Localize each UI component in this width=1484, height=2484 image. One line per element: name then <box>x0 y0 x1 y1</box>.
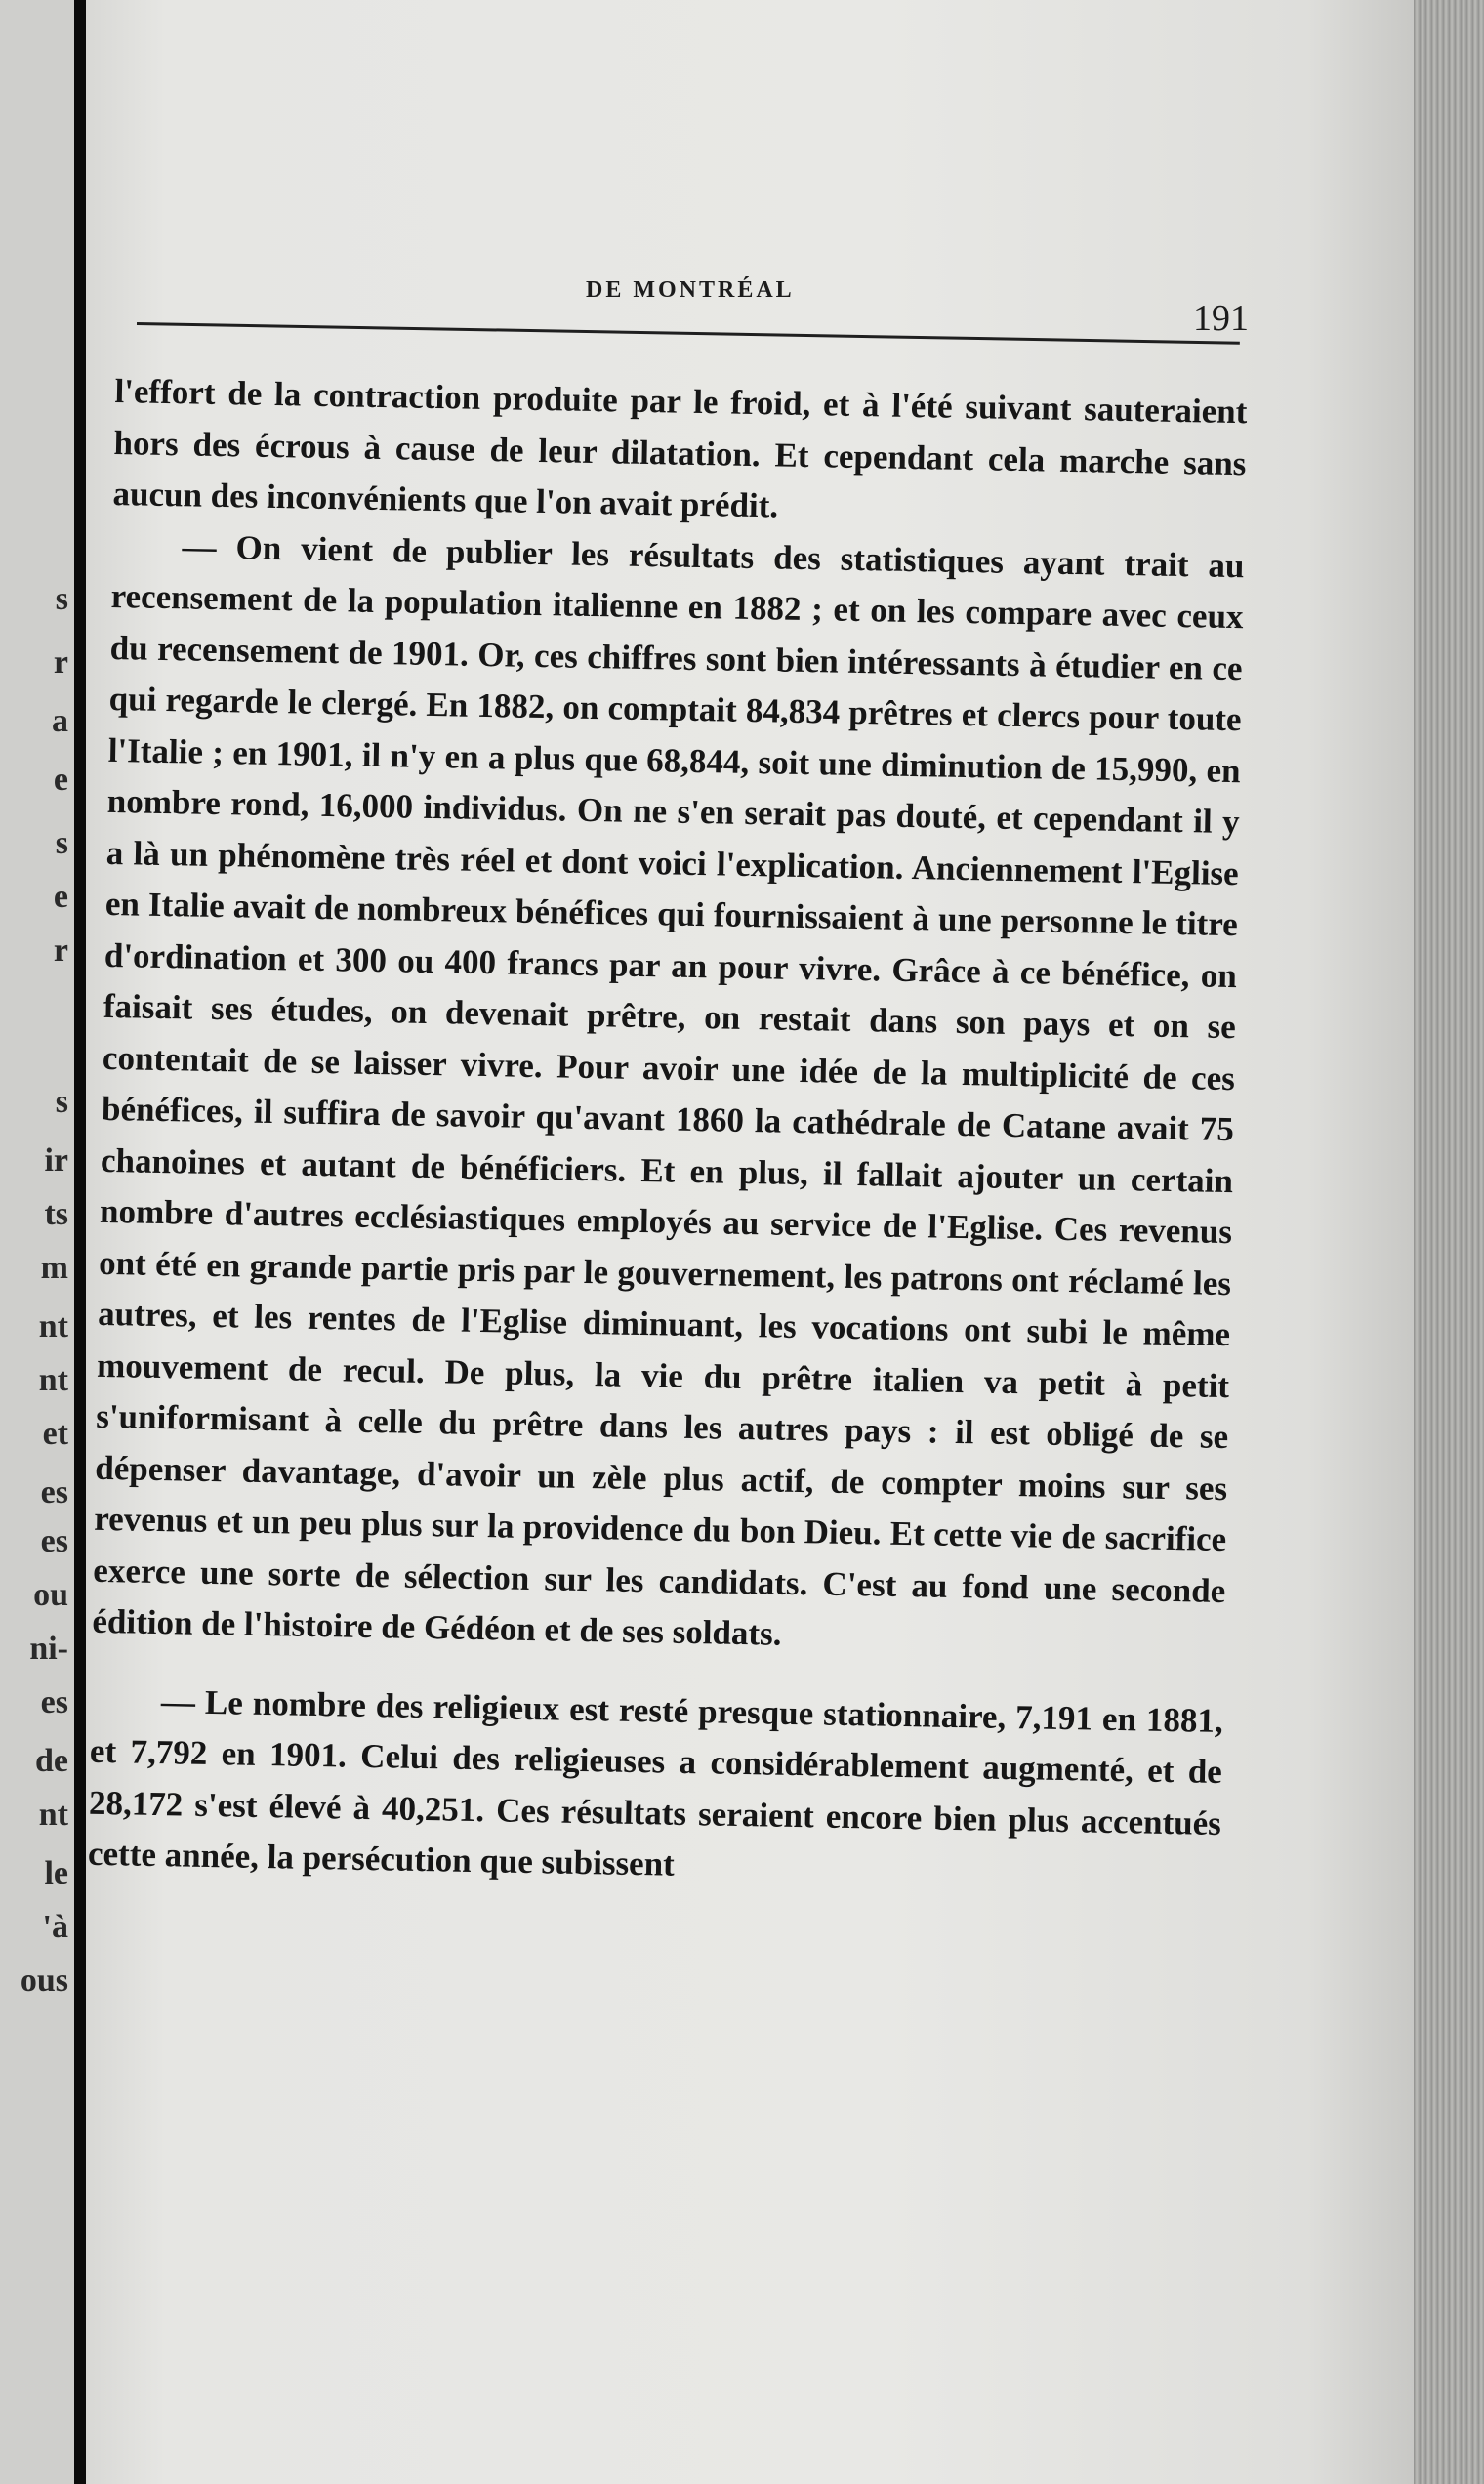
margin-fragment: e <box>53 879 68 915</box>
margin-fragment: ts <box>44 1196 68 1232</box>
margin-fragment: et <box>42 1416 68 1452</box>
margin-fragment: s <box>55 1084 68 1120</box>
paragraph-continuation: l'effort de la contraction produite par le froid, et à l'été suivant sauteraient hors des écrous à cause de leur dilatation. Et cependant cela marche sans aucun des inconvénients que l'on avait prédit. <box>112 371 1248 525</box>
margin-fragment: ni- <box>29 1631 68 1667</box>
paragraph-clergy-statistics: — On vient de publier les résultats des statistiques ayant trait au recensement de la population italienne en 1882 ; et on les compare avec ceux du recensement de 1901. Or, ces chiffres sont bien intéressants à étudier en ce qui regarde le clergé. En 1882, on comptait 84,834 prêtres et clercs pour toute l'Italie ; en 1901, il n'y en a plus que 68,844, soit une diminution de 15,990, en nombre rond, 16,000 individus. On ne s'en serait pas douté, et cependant il y a là un phénomène très réel et dont voici l'explication. Anciennement l'Eglise en Italie avait de nombreux bénéfices qui fournissaient à une personne le titre d'ordination et 300 ou 400 francs par an pour vivre. Grâce à ce bénéfice, on faisait ses études, on devenait prêtre, on restait dans son pays et on se contentait de se laisser vivre. Pour avoir une idée de la multiplicité de ces bénéfices, il suffira de savoir qu'avant 1860 la cathédrale de Catane avait 75 chanoines et autant de bénéficiers. Et en plus, il fallait ajouter un certain nombre d'autres ecclésiastiques employés au service de l'Eglise. Ces revenus ont été en grande partie pris par le gouvernement, les patrons ont réclamé les autres, et les rentes de l'Eglise diminuant, les vocations ont subi le même mouvement de recul. De plus, la vie du prêtre italien va petit à petit s'uniformisant à celle du prêtre dans les autres pays : il est obligé de se dépenser davantage, d'avoir un zèle plus actif, de compter moins sur ses revenus et un peu plus sur la providence du bon Dieu. Et cette vie de sacrifice exerce une sorte de sélection sur les candidats. C'est au fond une seconde édition de l'histoire de Gédéon et de ses soldats. <box>92 526 1245 1653</box>
margin-fragment: r <box>53 932 68 969</box>
running-head: DE MONTRÉAL <box>586 277 795 303</box>
margin-fragment: s <box>55 825 68 861</box>
margin-fragment: es <box>40 1684 68 1720</box>
margin-fragment: ou <box>33 1577 68 1613</box>
margin-fragment: m <box>40 1250 68 1286</box>
paragraph-religious-orders: — Le nombre des religieux est resté presque stationnaire, 7,191 en 1881, et 7,792 en 1901. Celui des religieuses a considérablement augmenté, et de 28,172 s'est élevé à 40,251. Ces résultats seraient encore bien plus accentués cette année, la persécution que subissent <box>87 1681 1224 1884</box>
margin-fragment: nt <box>38 1797 68 1833</box>
margin-fragment: nt <box>38 1308 68 1345</box>
margin-fragment: es <box>40 1474 68 1511</box>
margin-fragment: ir <box>44 1142 68 1179</box>
facing-page-strip <box>0 0 80 2484</box>
margin-fragment: e <box>53 762 68 798</box>
margin-fragment: ous <box>20 1963 68 1999</box>
margin-fragment: le <box>44 1855 68 1891</box>
margin-fragment: nt <box>38 1362 68 1398</box>
margin-fragment: r <box>53 644 68 681</box>
page-edges <box>1414 0 1484 2484</box>
margin-fragment: s <box>55 581 68 617</box>
margin-fragment: de <box>35 1743 68 1779</box>
book-gutter <box>74 0 86 2484</box>
page-number: 191 <box>1193 298 1249 339</box>
margin-fragment: a <box>52 703 68 739</box>
margin-fragment: es <box>40 1523 68 1559</box>
body-text <box>88 366 1248 1900</box>
margin-fragment: 'à <box>42 1909 68 1945</box>
